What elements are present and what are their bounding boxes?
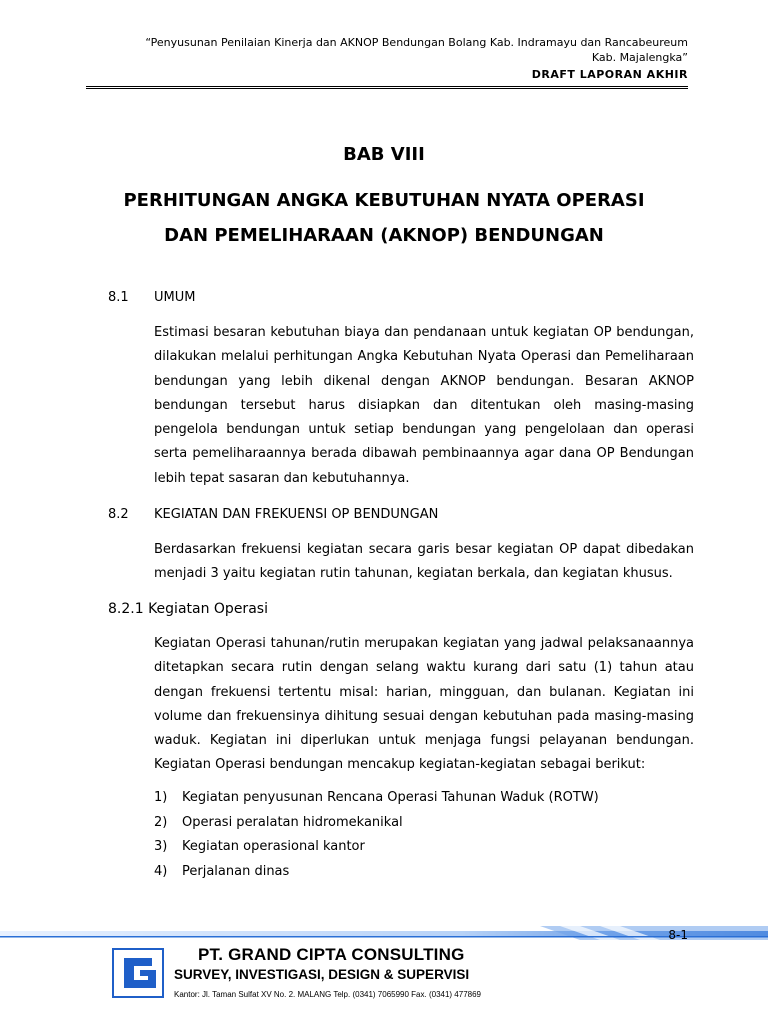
line: dilakukan melalui perhitungan Angka Kebutuhan Nyata Operasi dan Pemeliharaan [154,349,694,365]
line: tepat sasaran dan kebutuhannya. [189,470,410,486]
section-heading-umum [108,290,195,305]
line: frekuensi tertentu misal: harian, mingguan, dan bulanan. Kegiatan ini volume dan [154,684,694,724]
chapter-title-line1: PERHITUNGAN ANGKA KEBUTUHAN NYATA OPERASI [123,190,645,211]
line: Kegiatan ini diperlukan untuk menjaga fungsi pelayanan bendungan. Kegiatan [154,733,694,773]
header-divider [86,86,688,89]
line: ditetapkan secara rutin dengan selang waktu kurang dari satu (1) tahun atau dengan [154,660,694,700]
line: bendungan tersebut harus disiapkan dan ditentukan oleh masing-masing pengelola [154,397,694,438]
line: pemeliharaannya berada dibawah pembinaannya agar dana OP Bendungan lebih [154,446,694,486]
header-project-title-line1: “Penyusunan Penilaian Kinerja dan AKNOP Bendungan Bolang Kab. Indramayu dan Rancabeureum [145,36,688,49]
chapter-title-line2: DAN PEMELIHARAAN (AKNOP) BENDUNGAN [164,225,604,246]
line: Kegiatan Operasi tahunan/rutin merupakan kegiatan yang jadwal pelaksanaannya [154,636,694,651]
chapter-number: BAB VIII [343,144,425,165]
list-item: 4) Perjalanan dinas [154,863,290,879]
line: bendungan untuk setiap bendungan yang pengelolaan dan operasi serta [154,422,694,462]
company-logo-icon [112,948,164,998]
section-heading-kegiatan-frekuensi [108,507,438,522]
company-name: PT. GRAND CIPTA CONSULTING [198,945,465,964]
line: Estimasi besaran kebutuhan biaya dan pendanaan untuk kegiatan OP bendungan, [154,325,694,340]
line: Berdasarkan frekuensi kegiatan secara garis besar kegiatan OP dapat dibedakan [154,542,694,557]
operasi-activity-list [154,786,599,884]
line: Operasi bendungan mencakup kegiatan-kegiatan sebagai berikut: [215,757,646,773]
page-number: 8-1 [668,928,688,942]
paragraph-umum [154,321,694,491]
section-number: 8.1 [108,290,129,305]
line: bendungan yang lebih dikenal dengan AKNOP bendungan. Besaran AKNOP [154,373,694,389]
line: menjadi 3 yaitu kegiatan rutin tahunan, kegiatan berkala, dan kegiatan khusus. [154,566,673,582]
section-number: 8.2 [108,507,129,522]
header-project-title-line2: Kab. Majalengka” [591,51,688,64]
line: frekuensinya dihitung sesuai dengan kebutuhan pada masing-masing waduk. [154,708,694,749]
paragraph-kegiatan-operasi [154,632,694,778]
list-item: 3) Kegiatan operasional kantor [154,839,365,854]
section-title: KEGIATAN DAN FREKUENSI OP BENDUNGAN [154,507,439,522]
section-title: UMUM [154,290,196,305]
company-tagline: SURVEY, INVESTIGASI, DESIGN & SUPERVISI [174,967,470,982]
footer-decorative-band [0,926,768,940]
list-item: 1) Kegiatan penyusunan Rencana Operasi Tahunan Waduk (ROTW) [154,790,599,805]
company-address: Kantor: Jl. Taman Sulfat XV No. 2. MALANG Telp. (0341) 7065990 Fax. (0341) 477869 [174,990,481,999]
subsection-heading-kegiatan-operasi: 8.2.1 Kegiatan Operasi [108,601,268,617]
list-item: 2) Operasi peralatan hidromekanikal [154,814,403,830]
header-report-type: DRAFT LAPORAN AKHIR [531,68,688,81]
paragraph-kegiatan-frekuensi [154,538,694,587]
